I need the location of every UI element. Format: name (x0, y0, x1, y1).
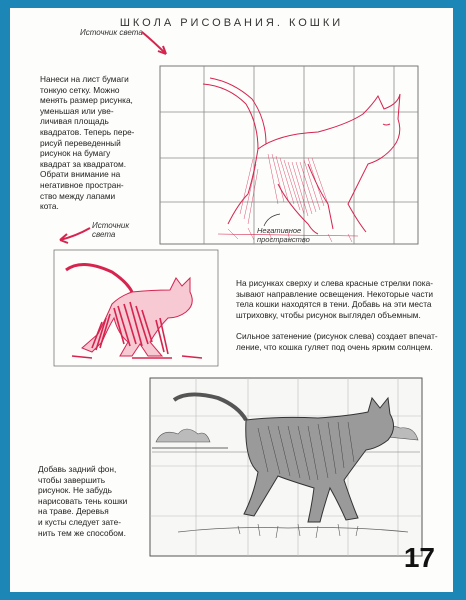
grid-cat-drawing (158, 64, 422, 249)
shaded-cat-drawing (52, 248, 222, 370)
light-explanation-text: На рисунках сверху и слева красные стрелки пока- зывают направление освещения. Некоторые части тела кошки находятся в тени. Добавь на эти места штриховку, чтобы рисунок выглядел объемным. Сильное затенение (рисунок слева) создает впечат- ление, что кошка гуляет под очень ярким солнцем. (236, 278, 438, 352)
light-source-label-left: Источник света (92, 221, 130, 239)
book-page (10, 8, 453, 592)
background-tip-text: Добавь задний фон, чтобы завершить рисунок. Не забудь нарисовать тень кошки на траве. Деревья и кусты следует зате- нить тем же способом. (38, 464, 128, 538)
page-number: 17 (403, 542, 435, 573)
negative-space-pointer (260, 208, 290, 228)
page-header: ШКОЛА РИСОВАНИЯ. КОШКИ (119, 17, 344, 29)
grid-instructions-text: Нанеси на лист бумаги тонкую сетку. Можно менять размер рисунка, уменьшая или уве- личивая площадь квадратов. Теперь пере- рисуй переведенный рисунок на бумагу квадрат за квадратом. Обрати внимание на негативное простран- ство между лапами кота. (40, 74, 135, 212)
light-arrow-left (54, 224, 94, 244)
negative-space-label: Негативное пространство (257, 226, 310, 244)
light-source-label-top: Источник света (80, 28, 143, 37)
pencil-cat-drawing (148, 376, 424, 558)
light-arrow-top (140, 30, 170, 58)
